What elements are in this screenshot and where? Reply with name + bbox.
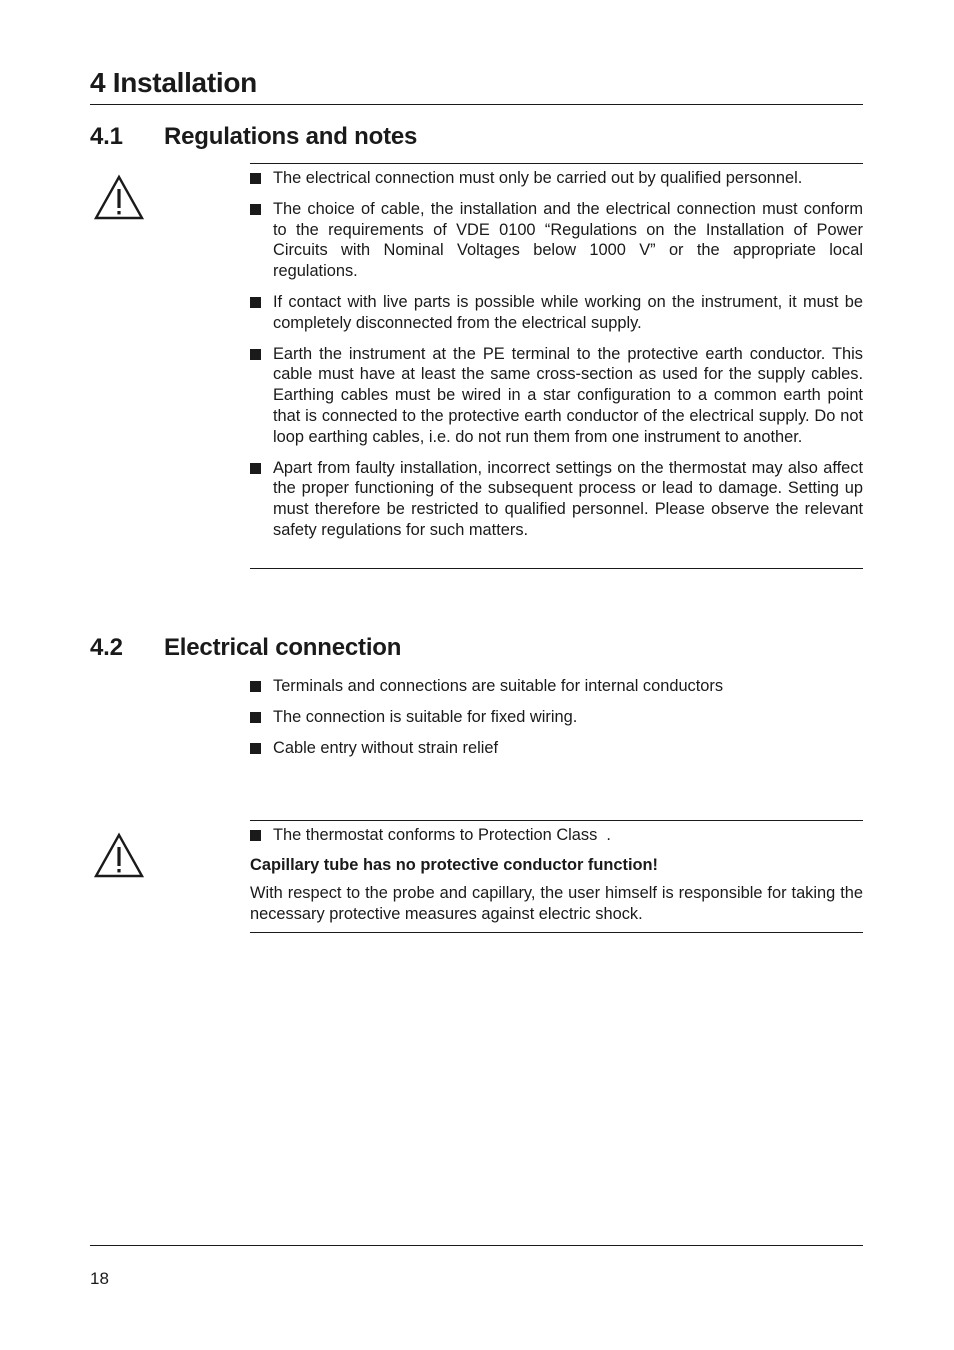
list-item: The choice of cable, the installation and the electrical connection must conform to the requirements of VDE 0100 “Regulations on the Installation of Power Circuits with Nominal Voltages below 1000 V” or the appropriate local regulations. [250,199,863,282]
list-item: The thermostat conforms to Protection Class . [250,825,863,846]
bullet-icon [250,712,261,723]
protection-class-list [250,825,863,856]
note-divider-top [250,820,863,821]
chapter-divider [90,104,863,105]
warning-triangle-icon [93,832,145,878]
bullet-icon [250,204,261,215]
bullet-icon [250,743,261,754]
page-number: 18 [90,1269,109,1288]
list-item: If contact with live parts is possible while working on the instrument, it must be completely disconnected from the electrical supply. [250,292,863,334]
bullet-icon [250,173,261,184]
regulations-list [250,168,863,551]
note-divider-bottom [250,932,863,933]
section-divider-top [250,163,863,164]
capillary-warning-heading: Capillary tube has no protective conductor function! [250,856,658,874]
bullet-icon [250,349,261,360]
capillary-warning-text: With respect to the probe and capillary, the user himself is responsible for taking the necessary protective measures against electric shock. [250,884,863,923]
section-heading-regulations [90,122,863,152]
section-title: Electrical connection [164,634,402,661]
section-divider-bottom [250,568,863,569]
list-item: The electrical connection must only be carried out by qualified personnel. [250,168,863,189]
chapter-title: 4 Installation [90,67,257,98]
footer-divider [90,1245,863,1246]
bullet-icon [250,463,261,474]
warning-triangle-icon [93,174,145,220]
bullet-icon [250,297,261,308]
section-number: 4.1 [90,123,123,150]
list-item: Earth the instrument at the PE terminal to the protective earth conductor. This cable must have at least the same cross-section as used for the supply cables. Earthing cables must be wired in a star configuration to a common earth point that is connected to the protective earth conductor of the electrical supply. Do not loop earthing cables, i.e. do not run them from one instrument to another. [250,344,863,448]
bullet-icon [250,681,261,692]
bullet-icon [250,830,261,841]
list-item: Cable entry without strain relief [250,738,863,759]
section-number: 4.2 [90,634,123,661]
section-heading-electrical-connection [90,633,863,663]
list-item: The connection is suitable for fixed wiring. [250,707,863,728]
list-item: Terminals and connections are suitable for internal conductors [250,676,863,697]
section-title: Regulations and notes [164,123,418,150]
connection-list [250,676,863,768]
list-item: Apart from faulty installation, incorrect settings on the thermostat may also affect the proper functioning of the subsequent process or lead to damage. Setting up must therefore be restricted to qualified personnel. Please observe the relevant safety regulations for such matters. [250,458,863,541]
